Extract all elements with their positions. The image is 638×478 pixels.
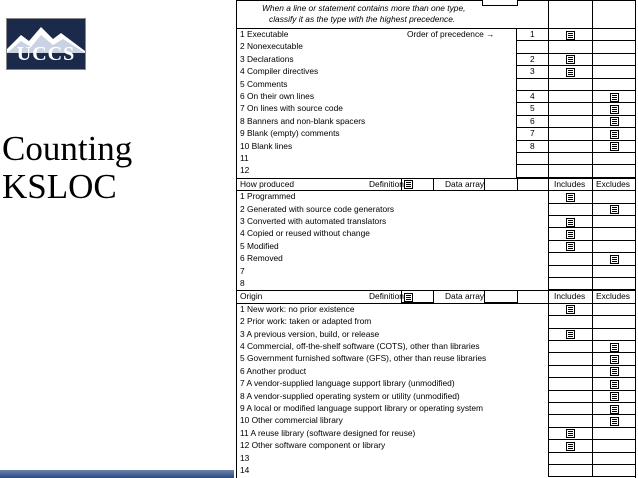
precedence-order: 5 xyxy=(530,103,535,114)
data-array-label: Data array xyxy=(445,178,485,189)
origin-row-label: 1 New work: no prior existence xyxy=(240,303,355,314)
statement-row-label: 4 Compiler directives xyxy=(240,66,319,77)
statement-row xyxy=(236,102,636,114)
precedence-order: 3 xyxy=(530,66,535,77)
how_produced-header: How produced xyxy=(240,178,295,189)
includes-checkbox[interactable] xyxy=(566,31,575,40)
definition-box xyxy=(401,290,434,303)
statement-row-label: 6 On their own lines xyxy=(240,91,315,101)
statement-row-label: 12 xyxy=(240,165,250,176)
footer-bar xyxy=(0,470,234,478)
includes-checkbox[interactable] xyxy=(566,305,575,314)
slide-title-line1: Counting xyxy=(2,129,133,168)
origin-row-label: 8 A vendor-supplied operating system or utility (unmodified) xyxy=(240,390,460,401)
data-array-box[interactable] xyxy=(484,290,518,303)
origin-row-label: 14 xyxy=(240,465,250,475)
origin-row xyxy=(236,315,636,327)
includes-checkbox[interactable] xyxy=(566,442,575,451)
origin-row xyxy=(236,452,636,464)
excludes-checkbox[interactable] xyxy=(610,367,619,376)
origin-row xyxy=(236,464,636,476)
precedence-note-line2: classify it as the type with the highest precedence. xyxy=(269,14,456,24)
origin-row-label: 3 A previous version, build, or release xyxy=(240,328,380,339)
uccs-logo xyxy=(6,18,86,70)
how_produced-row-label: 8 xyxy=(240,278,245,288)
how_produced-row-label: 7 xyxy=(240,265,245,276)
excludes-checkbox[interactable] xyxy=(610,255,619,264)
how_produced-header-row xyxy=(236,178,636,190)
statement-row-label: 3 Declarations xyxy=(240,53,294,64)
how_produced-row xyxy=(236,203,636,215)
origin-row-label: 10 Other commercial library xyxy=(240,415,343,426)
excludes-checkbox[interactable] xyxy=(610,417,619,426)
precedence-order: 2 xyxy=(530,53,535,64)
statement-row xyxy=(236,127,636,139)
origin-row xyxy=(236,414,636,426)
definition-label: Definition xyxy=(369,178,404,189)
origin-row xyxy=(236,439,636,451)
how_produced-row-label: 1 Programmed xyxy=(240,191,296,202)
origin-row xyxy=(236,427,636,439)
includes-checkbox[interactable] xyxy=(566,218,575,227)
origin-row-label: 9 A local or modified language support library or operating system xyxy=(240,403,484,413)
statement-row-label: 7 On lines with source code xyxy=(240,103,343,114)
origin-row xyxy=(236,377,636,389)
statement-row xyxy=(236,152,636,164)
precedence-order: 4 xyxy=(530,91,535,101)
includes-checkbox[interactable] xyxy=(566,55,575,64)
how_produced-row-label: 2 Generated with source code generators xyxy=(240,203,395,214)
origin-row xyxy=(236,340,636,352)
statement-row xyxy=(236,28,636,40)
statement-row xyxy=(236,115,636,127)
grid-line xyxy=(516,28,517,177)
statement-row-label: 5 Comments xyxy=(240,78,288,89)
origin-row-label: 12 Other software component or library xyxy=(240,440,386,451)
how_produced-row xyxy=(236,265,636,277)
statement-row xyxy=(236,164,636,176)
slide-title-line2: KSLOC xyxy=(2,167,117,206)
grid-line xyxy=(592,28,593,177)
origin-row xyxy=(236,390,636,402)
how_produced-row xyxy=(236,252,636,264)
origin-row xyxy=(236,303,636,315)
grid-line xyxy=(548,178,549,290)
includes-checkbox[interactable] xyxy=(566,68,575,77)
origin-row-label: 13 xyxy=(240,452,250,463)
statement-row-label: 11 xyxy=(240,153,249,163)
precedence-note xyxy=(262,3,465,25)
how_produced-row-label: 4 Copied or reused without change xyxy=(240,228,370,239)
how_produced-row-label: 6 Removed xyxy=(240,253,283,264)
origin-header-row xyxy=(236,290,636,302)
precedence-order: 7 xyxy=(530,128,535,139)
precedence-note-line1: When a line or statement contains more than one type, xyxy=(262,3,466,13)
statement-row xyxy=(236,90,636,102)
excludes-checkbox[interactable] xyxy=(610,142,619,151)
grid-line xyxy=(592,0,593,28)
how_produced-row xyxy=(236,227,636,239)
excludes-header: Excludes xyxy=(596,291,630,302)
how_produced-row xyxy=(236,190,636,202)
grid-line xyxy=(548,0,549,28)
statement-row-label: 8 Banners and non-blank spacers xyxy=(240,115,366,126)
origin-row xyxy=(236,328,636,340)
data-array-box[interactable] xyxy=(484,178,518,191)
excludes-checkbox[interactable] xyxy=(610,355,619,364)
statement-row xyxy=(236,140,636,152)
includes-checkbox[interactable] xyxy=(566,242,575,251)
grid-line xyxy=(548,290,549,476)
how_produced-row-label: 5 Modified xyxy=(240,240,279,251)
how_produced-row xyxy=(236,277,636,289)
precedence-order: 8 xyxy=(530,140,535,151)
origin-row-label: 7 A vendor-supplied language support library (unmodified) xyxy=(240,378,455,389)
origin-row-label: 4 Commercial, off-the-shelf software (COTS), other than libraries xyxy=(240,341,480,351)
origin-row xyxy=(236,402,636,414)
statement-row xyxy=(236,53,636,65)
how_produced-row xyxy=(236,240,636,252)
statement-row xyxy=(236,40,636,52)
excludes-checkbox[interactable] xyxy=(610,105,619,114)
excludes-checkbox[interactable] xyxy=(610,343,619,352)
grid-line xyxy=(548,476,636,477)
origin-row xyxy=(236,365,636,377)
includes-checkbox[interactable] xyxy=(566,429,575,438)
statement-row-label: 9 Blank (empty) comments xyxy=(240,128,340,139)
excludes-checkbox[interactable] xyxy=(610,117,619,126)
origin-row-label: 5 Government furnished software (GFS), other than reuse libraries xyxy=(240,353,487,364)
includes-header: Includes xyxy=(554,291,586,302)
includes-checkbox[interactable] xyxy=(566,330,575,339)
statement-row-label: 2 Nonexecutable xyxy=(240,41,303,52)
slide-title xyxy=(2,130,132,206)
origin-row xyxy=(236,352,636,364)
grid-line xyxy=(592,178,593,290)
excludes-checkbox[interactable] xyxy=(610,380,619,389)
origin-header: Origin xyxy=(240,291,263,302)
data-array-label: Data array xyxy=(445,291,485,302)
excludes-header: Excludes xyxy=(596,178,630,189)
grid-line xyxy=(548,28,549,177)
excludes-checkbox[interactable] xyxy=(610,205,619,214)
includes-checkbox[interactable] xyxy=(566,230,575,239)
precedence-order: 6 xyxy=(530,115,535,126)
definition-label: Definition xyxy=(369,291,404,302)
origin-row-label: 6 Another product xyxy=(240,365,307,376)
logo-text: UCCS xyxy=(16,43,76,65)
ksloc-checklist-form xyxy=(236,0,636,478)
includes-checkbox[interactable] xyxy=(566,193,575,202)
precedence-label: Order of precedence → xyxy=(407,29,495,39)
statement-row xyxy=(236,65,636,77)
statement-row-label: 1 Executable xyxy=(240,29,289,39)
how_produced-row xyxy=(236,215,636,227)
grid-line xyxy=(236,0,636,1)
excludes-checkbox[interactable] xyxy=(610,130,619,139)
excludes-checkbox[interactable] xyxy=(610,93,619,102)
includes-header: Includes xyxy=(554,178,586,189)
grid-line xyxy=(592,290,593,476)
precedence-order: 1 xyxy=(530,29,535,39)
origin-row-label: 11 A reuse library (software designed for reuse) xyxy=(240,427,416,438)
origin-row-label: 2 Prior work: taken or adapted from xyxy=(240,316,372,327)
statement-row xyxy=(236,78,636,90)
how_produced-row-label: 3 Converted with automated translators xyxy=(240,216,387,226)
excludes-checkbox[interactable] xyxy=(610,405,619,414)
statement-row-label: 10 Blank lines xyxy=(240,140,293,151)
clipped-input-box xyxy=(482,0,518,6)
excludes-checkbox[interactable] xyxy=(610,392,619,401)
definition-box xyxy=(401,178,434,191)
